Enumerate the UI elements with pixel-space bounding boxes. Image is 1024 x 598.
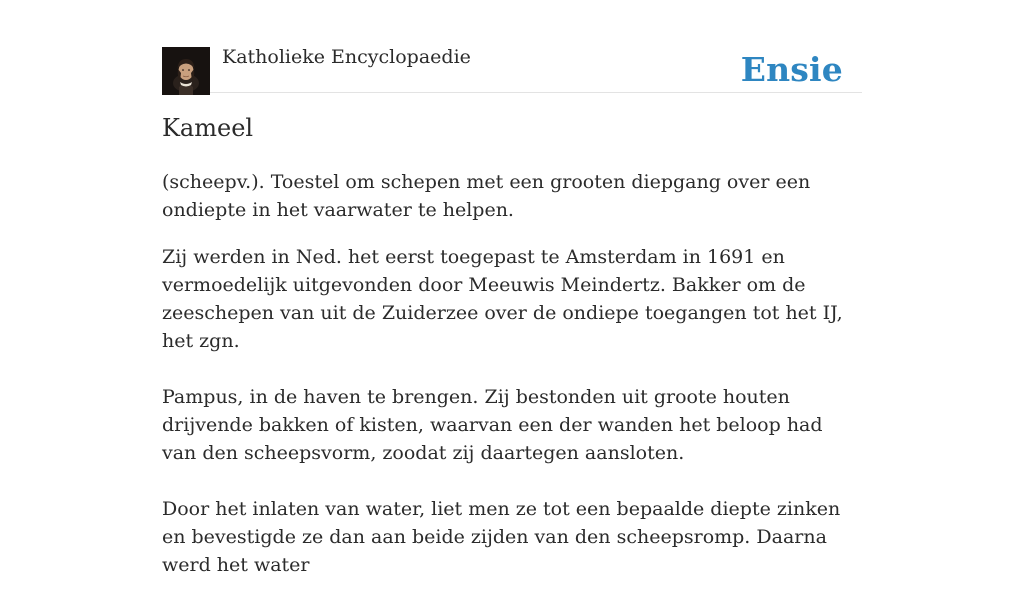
article-body (162, 168, 862, 598)
article-paragraph: Zij werden in Ned. het eerst toegepast te Amsterdam in 1691 en vermoedelijk uitgevonden door Meeuwis Meindertz. Bakker om de zeeschepen van uit de Zuiderzee over de ondiepe toegangen tot het IJ, het zgn. Pampus, in de haven te brengen. Zij bestonden uit groote houten drijvende bakken of kisten, waarvan een der wanden het beloop had van den scheepsvorm, zoodat zij daartegen aansloten. Door het inlaten van water, liet men ze tot een bepaalde diepte zinken en bevestigde ze dan aan beide zijden van den scheepsromp. Daarna werd het water (162, 246, 843, 576)
ensie-logo[interactable]: Ensie (740, 50, 843, 89)
portrait-avatar-icon[interactable] (162, 47, 210, 95)
source-name[interactable]: Katholieke Encyclopaedie (222, 46, 471, 68)
site-header (162, 44, 862, 93)
article-paragraph: (scheepv.). Toestel om schepen met een grooten diepgang over een ondiepte in het vaarwater te helpen. (162, 171, 811, 221)
article-title: Kameel (162, 114, 254, 142)
